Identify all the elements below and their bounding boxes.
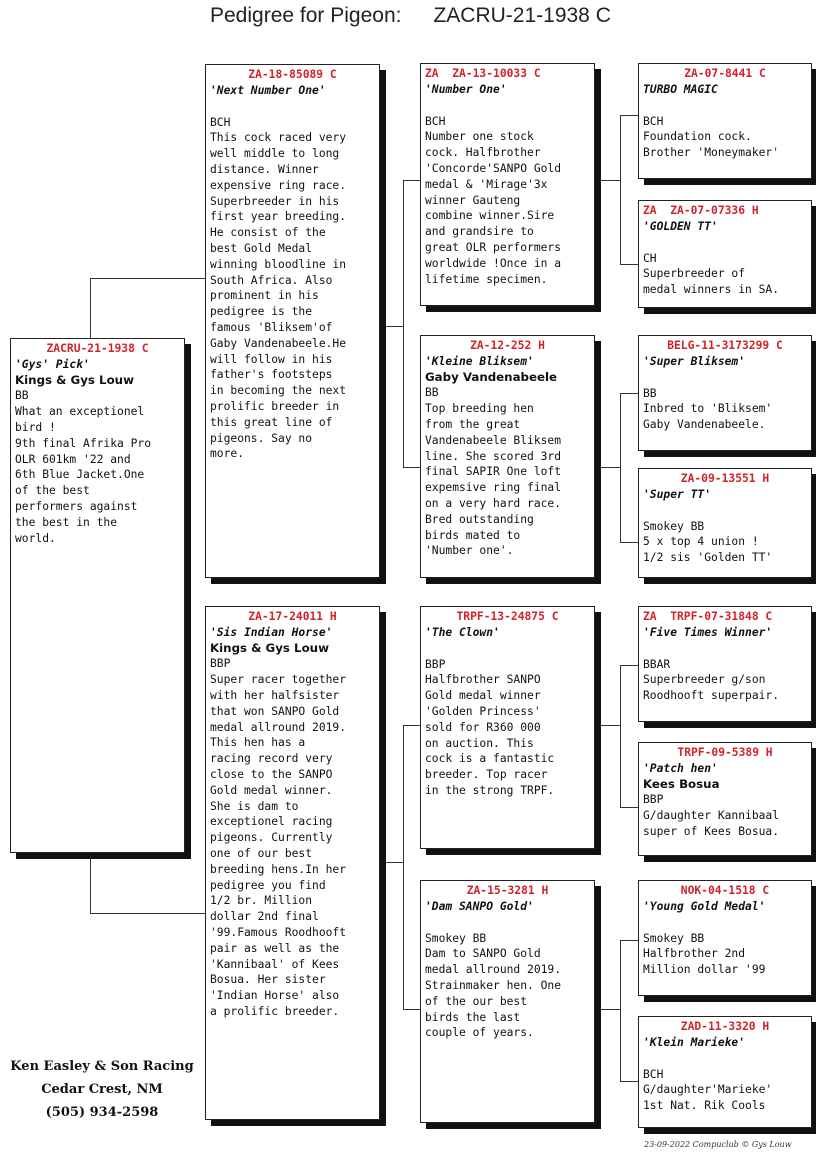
pigeon-name: 'Number One' bbox=[425, 82, 507, 96]
pigeon-name: 'Five Times Winner' bbox=[643, 625, 773, 639]
pigeon-colour: CH bbox=[643, 251, 657, 265]
pigeon-name: 'Dam SANPO Gold' bbox=[425, 899, 534, 913]
ring-number: ZA-12-252 H bbox=[470, 339, 545, 352]
pigeon-card-sire-dam bbox=[420, 335, 595, 578]
connector bbox=[595, 180, 620, 181]
connector bbox=[595, 1009, 620, 1010]
pigeon-description: Superbreeder g/son Roodhooft superpair. bbox=[643, 673, 780, 703]
pigeon-description: What an exceptionel bird ! 9th final Afrika Pro OLR 601km '22 and 6th Blue Jacket.One of the best performers against the best in the world. bbox=[15, 405, 152, 545]
pigeon-colour: BCH bbox=[643, 114, 664, 128]
pigeon-colour: Smokey BB bbox=[425, 931, 487, 945]
connector bbox=[403, 1009, 420, 1010]
connector bbox=[620, 393, 638, 394]
connector bbox=[90, 913, 205, 914]
pigeon-description: Halfbrother 2nd Million dollar '99 bbox=[643, 947, 766, 977]
connector bbox=[403, 725, 404, 1010]
pigeon-description: Inbred to 'Bliksem' Gaby Vandenabeele. bbox=[643, 402, 773, 432]
pigeon-description: 5 x top 4 union ! 1/2 sis 'Golden TT' bbox=[643, 535, 773, 565]
ring-number: ZA-07-8441 C bbox=[684, 67, 766, 80]
pigeon-card-sire bbox=[205, 64, 380, 578]
pigeon-name: 'Super Bliksem' bbox=[643, 354, 746, 368]
owner-name: Ken Easley & Son Racing bbox=[10, 1059, 194, 1074]
connector bbox=[90, 278, 205, 279]
connector bbox=[620, 807, 638, 808]
pigeon-colour: BBAR bbox=[643, 657, 671, 671]
pigeon-colour: Smokey BB bbox=[643, 931, 705, 945]
owner-location: Cedar Crest, NM bbox=[41, 1082, 163, 1097]
pigeon-description: Super racer together with her halfsister that won SANPO Gold medal allround 2019. This hen has a racing record very close to the SANPO Gold medal winner. She is dam to exceptionel racing pigeons. Currently one of our best breeding hens.In her pedigree you find 1/2 br. Million dollar 2nd final '99.Famous Roodhooft pair as well as the 'Kannibaal' of Kees Bosua. Her sister 'Indian Horse' also a prolific breeder. bbox=[210, 673, 347, 1018]
ring-number: ZA-09-13551 H bbox=[680, 472, 770, 485]
pigeon-colour: BB bbox=[15, 389, 29, 403]
pigeon-colour: Smokey BB bbox=[643, 519, 705, 533]
connector bbox=[90, 852, 91, 914]
ring-number: TRPF-09-5389 H bbox=[677, 746, 773, 759]
connector bbox=[620, 542, 638, 543]
pigeon-card-dam-sire bbox=[420, 606, 595, 849]
pigeon-card-dds bbox=[638, 880, 812, 996]
pigeon-name: 'GOLDEN TT' bbox=[643, 219, 718, 233]
pigeon-description: G/daughter Kannibaal super of Kees Bosua. bbox=[643, 809, 780, 838]
ring-number: NOK-04-1518 C bbox=[680, 884, 770, 897]
ring-number: ZA-18-85089 C bbox=[248, 68, 337, 81]
connector bbox=[595, 725, 620, 726]
pigeon-colour: BB bbox=[643, 386, 657, 400]
pigeon-description: Top breeding hen from the great Vandenabeele Bliksem line. She scored 3rd final SAPIR One loft expemsive ring final on a very hard race. Bred outstanding birds mated to 'Number one'. bbox=[425, 402, 562, 558]
pigeon-card-dss bbox=[638, 606, 812, 722]
pigeon-description: Foundation cock. Brother 'Moneymaker' bbox=[643, 130, 780, 160]
connector bbox=[620, 264, 638, 265]
title-label: Pedigree for Pigeon: bbox=[210, 4, 402, 27]
ring-number: ZA ZA-07-07336 H bbox=[643, 204, 759, 217]
pigeon-colour: BCH bbox=[425, 114, 446, 128]
pigeon-description: Halfbrother SANPO Gold medal winner 'Golden Princess' sold for R360 000 on auction. This cock is a fantastic breeder. Top racer in the strong TRPF. bbox=[425, 673, 555, 797]
pigeon-card-dsd bbox=[638, 742, 812, 856]
pigeon-description: Number one stock cock. Halfbrother 'Concorde'SANPO Gold medal & 'Mirage'3x winner Gauteng combine winner.Sire and grandsire to great OLR performers worldwide !Once in a lifetime specimen. bbox=[425, 130, 562, 286]
connector bbox=[380, 326, 403, 327]
owner-phone: (505) 934-2598 bbox=[45, 1105, 159, 1120]
pigeon-colour: BCH bbox=[643, 1067, 664, 1081]
ring-number: TRPF-13-24875 C bbox=[456, 610, 559, 623]
ring-number: ZA TRPF-07-31848 C bbox=[643, 610, 773, 623]
pigeon-name: 'Klein Marieke' bbox=[643, 1035, 746, 1049]
breeder-name: Kings & Gys Louw bbox=[210, 640, 329, 655]
connector bbox=[595, 467, 620, 468]
pigeon-description: Superbreeder of medal winners in SA. bbox=[643, 267, 780, 297]
pigeon-colour: BBP bbox=[210, 657, 231, 671]
pigeon-card-ddd bbox=[638, 1016, 812, 1128]
connector bbox=[620, 665, 638, 666]
pigeon-colour: BBP bbox=[425, 657, 446, 671]
ring-number: BELG-11-3173299 C bbox=[667, 339, 783, 352]
breeder-name: Kings & Gys Louw bbox=[15, 372, 134, 387]
ring-number: ZAD-11-3320 H bbox=[680, 1020, 770, 1033]
pigeon-colour: BBP bbox=[643, 793, 664, 807]
pigeon-name: 'The Clown' bbox=[425, 625, 500, 639]
ring-number: ZA-17-24011 H bbox=[248, 610, 337, 623]
connector bbox=[90, 278, 91, 342]
connector bbox=[403, 725, 420, 726]
pigeon-card-sire-sire bbox=[420, 63, 595, 306]
title-ring: ZACRU-21-1938 C bbox=[433, 4, 611, 27]
pigeon-description: Dam to SANPO Gold medal allround 2019. Strainmaker hen. One of the our best birds the last couple of years. bbox=[425, 947, 562, 1040]
connector bbox=[620, 393, 621, 543]
pigeon-card-dam-dam bbox=[420, 880, 595, 1123]
connector bbox=[380, 862, 403, 863]
pigeon-card-dam bbox=[205, 606, 380, 1120]
pigeon-description: This cock raced very well middle to long distance. Winner expensive ring race. Superbreeder in his first year breeding. He consist of the best Gold Medal winning bloodline in South Africa. Also prominent in his pedigree is the famous 'Bliksem'of Gaby Vandenabeele.He will follow in his father's footsteps in becoming the next prolific breeder in this great line of pigeons. Say no more. bbox=[210, 131, 347, 461]
page-title bbox=[210, 4, 611, 28]
connector bbox=[620, 115, 638, 116]
pigeon-card-subject bbox=[10, 338, 185, 853]
pigeon-card-sds bbox=[638, 335, 812, 451]
connector bbox=[620, 1081, 638, 1082]
owner-contact bbox=[8, 1055, 196, 1124]
connector bbox=[403, 180, 420, 181]
connector bbox=[620, 940, 638, 941]
pigeon-card-sdd bbox=[638, 468, 812, 578]
breeder-name: Gaby Vandenabeele bbox=[425, 369, 558, 384]
pigeon-name: 'Sis Indian Horse' bbox=[210, 625, 333, 639]
pigeon-name: 'Kleine Bliksem' bbox=[425, 354, 534, 368]
pigeon-card-ssd bbox=[638, 200, 812, 308]
pigeon-name: 'Patch hen' bbox=[643, 761, 718, 775]
ring-number: ZA ZA-13-10033 C bbox=[425, 67, 541, 80]
pigeon-name: 'Super TT' bbox=[643, 487, 712, 501]
pigeon-description: G/daughter'Marieke' 1st Nat. Rik Cools bbox=[643, 1083, 773, 1113]
pigeon-name: 'Young Gold Medal' bbox=[643, 899, 766, 913]
pigeon-name: TURBO MAGIC bbox=[643, 82, 718, 96]
connector bbox=[620, 940, 621, 1082]
pigeon-colour: BB bbox=[425, 386, 439, 400]
pigeon-card-sss bbox=[638, 63, 812, 179]
pigeon-colour: BCH bbox=[210, 115, 231, 129]
breeder-name: Kees Bosua bbox=[643, 776, 720, 791]
connector bbox=[620, 665, 621, 808]
ring-number: ZACRU-21-1938 C bbox=[46, 342, 149, 355]
connector bbox=[403, 180, 404, 468]
print-stamp: 23-09-2022 Compuclub © Gys Louw bbox=[644, 1140, 792, 1149]
ring-number: ZA-15-3281 H bbox=[466, 884, 549, 897]
pigeon-name: 'Gys' Pick' bbox=[15, 357, 90, 371]
connector bbox=[620, 115, 621, 265]
connector bbox=[403, 467, 420, 468]
pigeon-name: 'Next Number One' bbox=[210, 83, 326, 97]
